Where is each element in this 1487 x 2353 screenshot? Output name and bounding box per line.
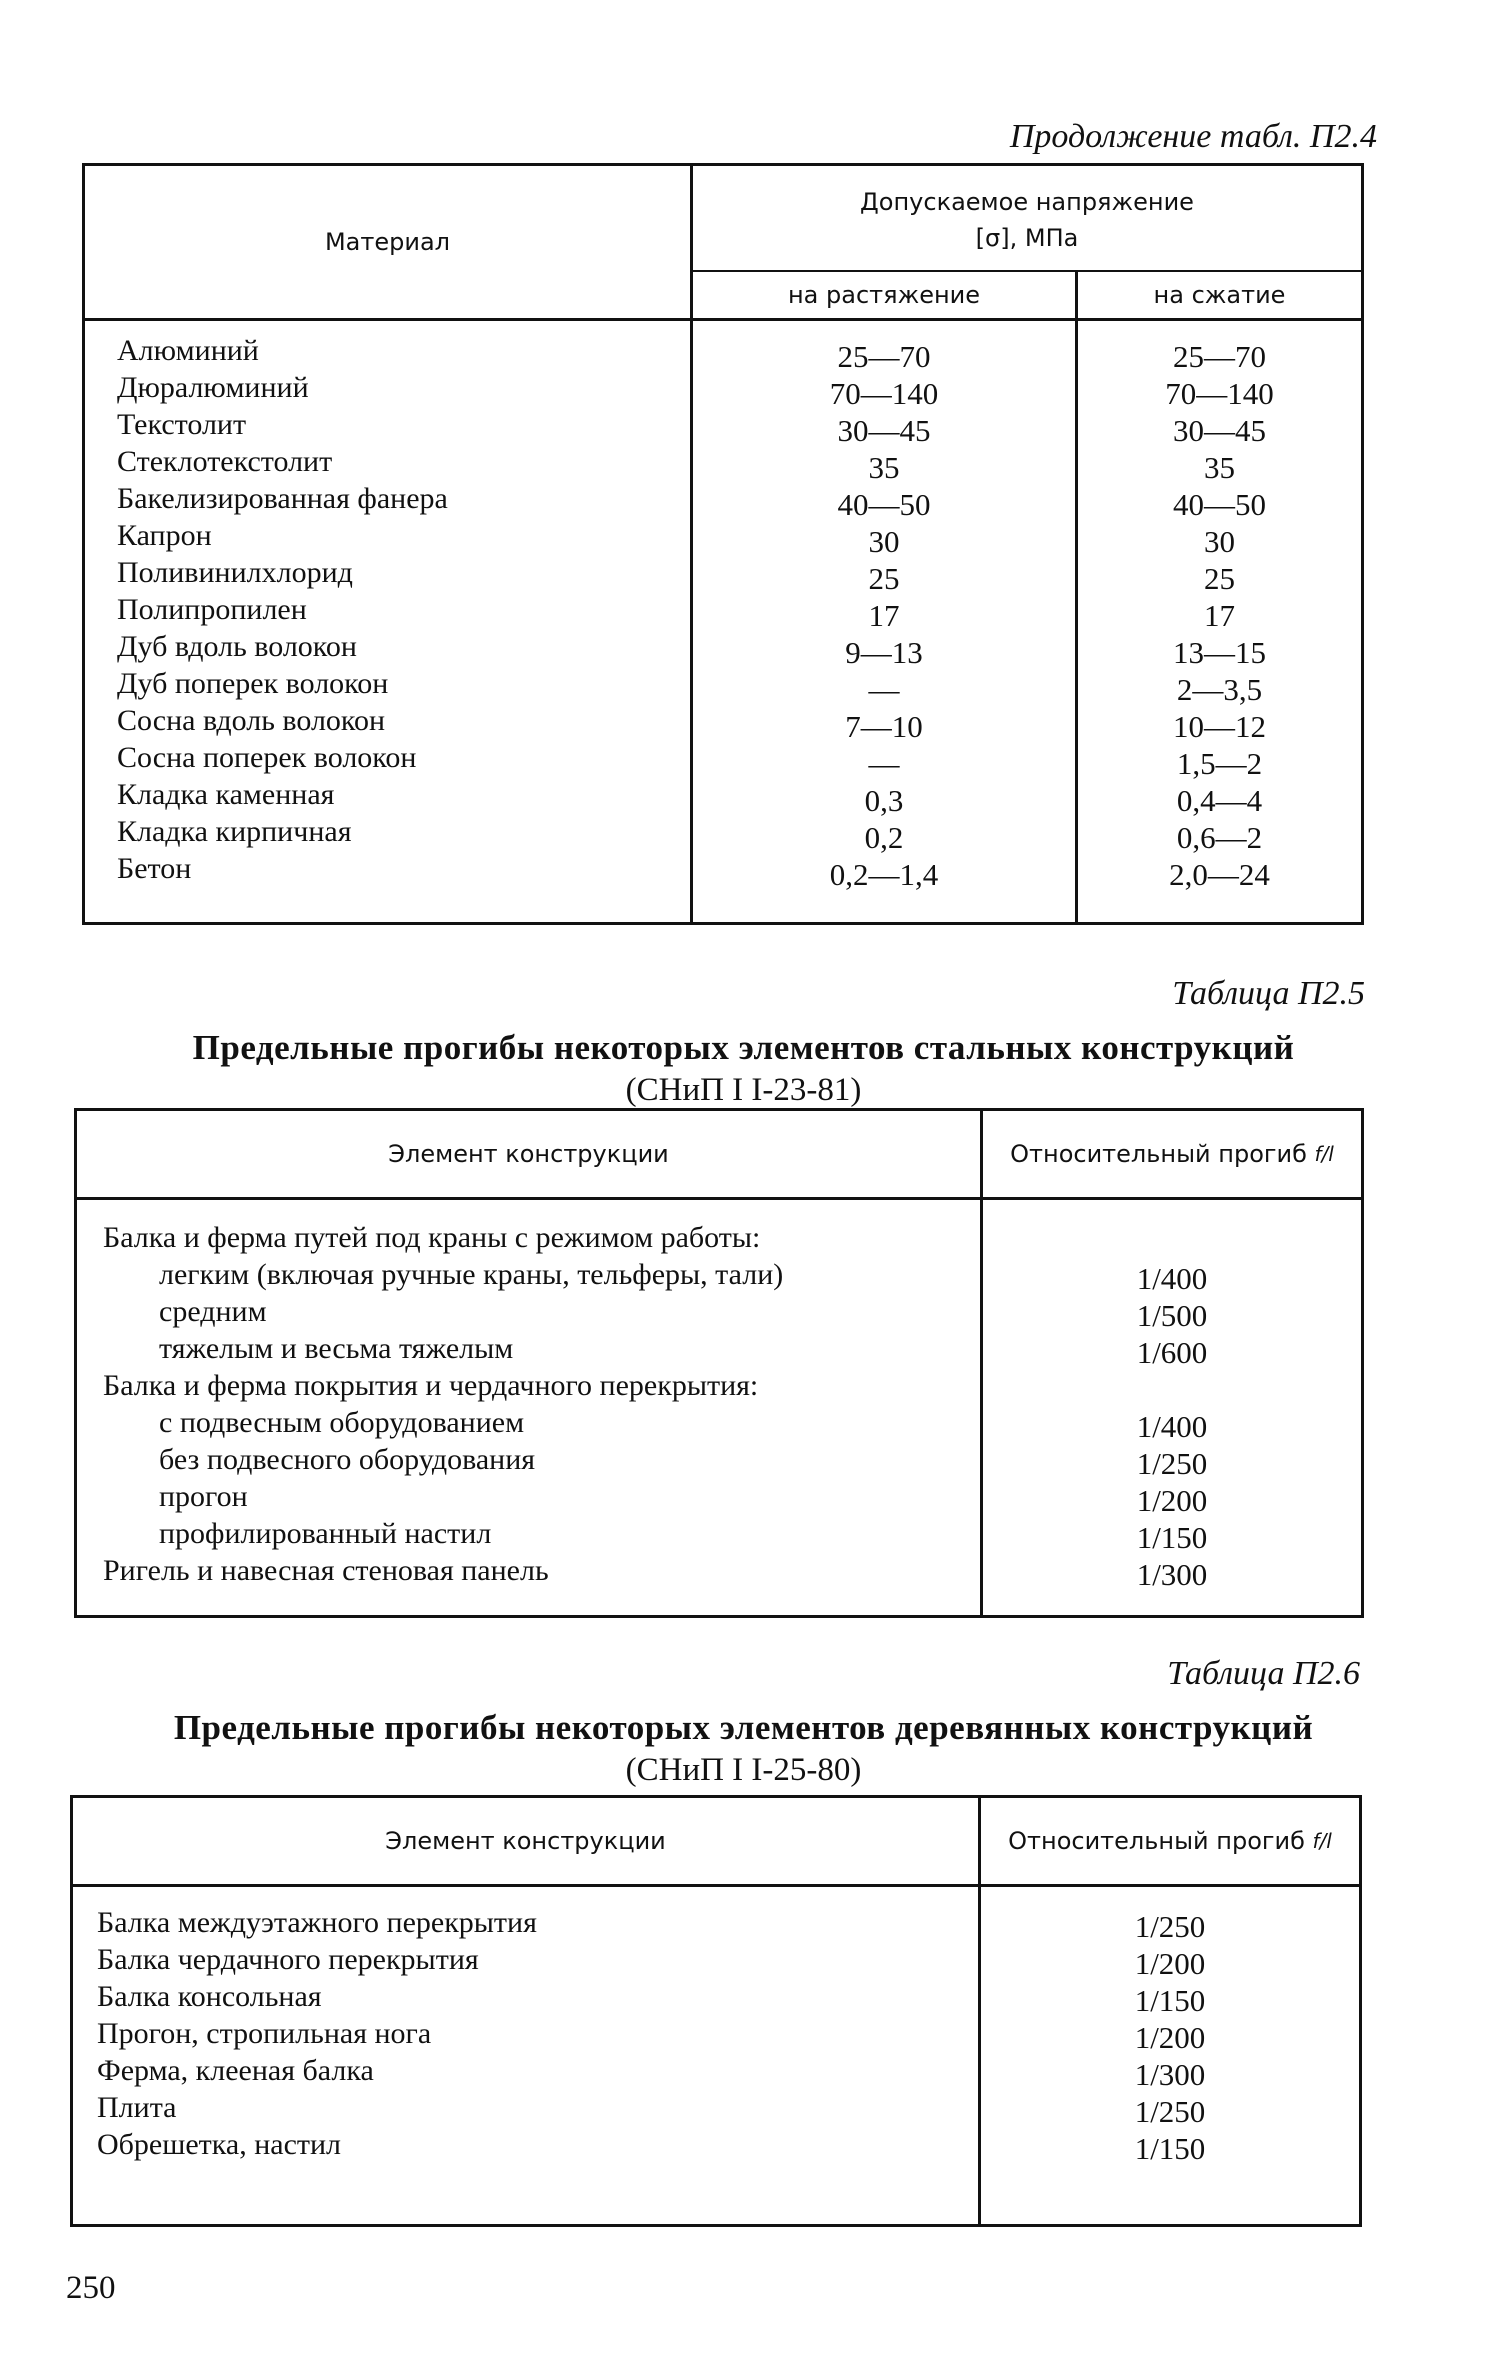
- material-cell: Дюралюминий: [117, 371, 309, 404]
- element-cell: Балка консольная: [97, 1980, 322, 2013]
- deflection-cell: 1/600: [1136, 1335, 1208, 1370]
- tension-cell: —: [868, 746, 900, 781]
- compression-cell: 17: [1204, 598, 1235, 633]
- table-p2-5-title-block: [0, 1028, 1487, 1109]
- compression-cell: 1,5—2: [1176, 746, 1263, 781]
- tension-cell: 40—50: [837, 487, 931, 522]
- compression-header: на сжатие: [1153, 281, 1286, 309]
- deflection-cell: 1/200: [1134, 1946, 1206, 1981]
- compression-cell: 70—140: [1165, 376, 1274, 411]
- material-cell: Стеклотекстолит: [117, 445, 333, 478]
- deflection-cell: 1/150: [1136, 1520, 1208, 1555]
- deflection-cell: 1/250: [1134, 1909, 1206, 1944]
- deflection-cell: 1/200: [1134, 2020, 1206, 2055]
- deflection-cell: 1/150: [1134, 1983, 1206, 2018]
- table-p2-6: [70, 1795, 1362, 2227]
- deflection-header: [981, 1798, 1359, 1884]
- material-cell: Капрон: [117, 519, 212, 552]
- material-header: Материал: [324, 228, 451, 256]
- material-cell: Текстолит: [117, 408, 247, 441]
- deflection-cell: [983, 1223, 1361, 1260]
- element-cell: Ригель и навесная стеновая панель: [103, 1554, 549, 1587]
- element-column: [103, 1219, 783, 1589]
- material-cell: Кладка кирпичная: [117, 815, 352, 848]
- tension-cell: 70—140: [829, 376, 939, 411]
- element-cell: без подвесного оборудования: [159, 1443, 536, 1476]
- element-cell: Балка междуэтажного перекрытия: [97, 1906, 537, 1939]
- compression-cell: 25—70: [1173, 339, 1266, 374]
- table-p2-5-subtitle: (СНиП I I-23-81): [625, 1072, 862, 1108]
- material-cell: Сосна поперек волокон: [117, 741, 417, 774]
- tension-cell: 30: [868, 524, 900, 559]
- compression-cell: 35: [1204, 450, 1235, 485]
- tension-cell: 0,3: [864, 783, 904, 818]
- table-p2-6-title-block: [0, 1708, 1487, 1789]
- table-p2-6-caption: Таблица П2.6: [1167, 1655, 1360, 1692]
- compression-cell: 30: [1204, 524, 1235, 559]
- tension-cell: —: [868, 672, 900, 707]
- tension-cell: 25—70: [837, 339, 931, 374]
- compression-cell: 13—15: [1173, 635, 1266, 670]
- deflection-cell: 1/400: [1136, 1261, 1208, 1296]
- tension-cell: 25: [868, 561, 900, 596]
- deflection-cell: 1/300: [1136, 1557, 1208, 1592]
- table-p2-5-caption: Таблица П2.5: [1172, 975, 1365, 1012]
- element-cell: легким (включая ручные краны, тельферы, тали): [159, 1258, 784, 1291]
- element-header: Элемент конструкции: [388, 1140, 669, 1168]
- deflection-cell: [983, 1371, 1361, 1408]
- tension-header: на растяжение: [787, 281, 981, 309]
- deflection-header: [983, 1111, 1361, 1197]
- deflection-column: [983, 1223, 1361, 1593]
- table-p2-4: [82, 163, 1364, 925]
- material-cell: Полипропилен: [117, 593, 307, 626]
- material-cell: Поливинилхлорид: [117, 556, 353, 589]
- element-header: Элемент конструкции: [385, 1827, 666, 1855]
- material-cell: Дуб поперек волокон: [117, 667, 389, 700]
- deflection-symbol: f/l: [1314, 1142, 1334, 1166]
- compression-cell: 10—12: [1173, 709, 1266, 744]
- element-cell: Балка и ферма путей под краны с режимом работы:: [103, 1221, 761, 1254]
- table-p2-4-caption: Продолжение табл. П2.4: [1009, 118, 1377, 155]
- material-cell: Алюминий: [117, 334, 259, 367]
- stress-header-line2: [σ], МПа: [975, 224, 1079, 252]
- deflection-cell: 1/250: [1136, 1446, 1208, 1481]
- material-cell: Бетон: [117, 852, 192, 885]
- element-cell: Прогон, стропильная нога: [97, 2017, 432, 2050]
- table-p2-5: [74, 1108, 1364, 1618]
- compression-cell: 30—45: [1173, 413, 1266, 448]
- element-cell: прогон: [159, 1480, 248, 1513]
- tension-cell: 35: [868, 450, 900, 485]
- stress-header: [693, 174, 1361, 266]
- compression-cell: 2,0—24: [1169, 857, 1270, 892]
- compression-cell: 25: [1204, 561, 1235, 596]
- table-p2-6-subtitle: (СНиП I I-25-80): [625, 1752, 862, 1788]
- tension-cell: 7—10: [845, 709, 923, 744]
- deflection-cell: 1/400: [1136, 1409, 1208, 1444]
- table-p2-5-title: Предельные прогибы некоторых элементов стальных конструкций: [192, 1028, 1295, 1067]
- tension-column: [693, 338, 1075, 893]
- element-cell: с подвесным оборудованием: [159, 1406, 525, 1439]
- deflection-cell: 1/200: [1136, 1483, 1208, 1518]
- compression-cell: 2—3,5: [1176, 672, 1263, 707]
- element-cell: Балка и ферма покрытия и чердачного перекрытия:: [103, 1369, 759, 1402]
- deflection-symbol: f/l: [1312, 1829, 1332, 1853]
- stress-header-line1: Допускаемое напряжение: [860, 188, 1194, 216]
- deflection-header-label: Относительный прогиб: [1010, 1140, 1307, 1168]
- tension-cell: 17: [868, 598, 900, 633]
- compression-cell: 0,6—2: [1176, 820, 1263, 855]
- compression-cell: 40—50: [1173, 487, 1266, 522]
- deflection-header-label: Относительный прогиб: [1008, 1827, 1305, 1855]
- element-column: [97, 1904, 537, 2163]
- deflection-column: [981, 1908, 1359, 2167]
- element-cell: профилированный настил: [159, 1517, 492, 1550]
- material-cell: Кладка каменная: [117, 778, 335, 811]
- element-cell: Балка чердачного перекрытия: [97, 1943, 479, 1976]
- deflection-cell: 1/300: [1134, 2057, 1206, 2092]
- compression-column: [1078, 338, 1361, 893]
- deflection-cell: 1/500: [1136, 1298, 1208, 1333]
- material-cell: Сосна вдоль волокон: [117, 704, 386, 737]
- tension-cell: 30—45: [837, 413, 931, 448]
- compression-cell: 0,4—4: [1176, 783, 1263, 818]
- element-cell: Плита: [97, 2091, 177, 2124]
- table-p2-6-title: Предельные прогибы некоторых элементов деревянных конструкций: [173, 1708, 1314, 1747]
- material-cell: Бакелизированная фанера: [117, 482, 448, 515]
- material-column: [117, 332, 448, 887]
- tension-cell: 0,2—1,4: [829, 857, 939, 892]
- element-cell: тяжелым и весьма тяжелым: [159, 1332, 514, 1365]
- element-cell: средним: [159, 1295, 267, 1328]
- element-cell: Ферма, клееная балка: [97, 2054, 374, 2087]
- material-cell: Дуб вдоль волокон: [117, 630, 357, 663]
- deflection-cell: 1/250: [1134, 2094, 1206, 2129]
- tension-cell: 0,2: [864, 820, 904, 855]
- deflection-cell: 1/150: [1134, 2131, 1206, 2166]
- element-cell: Обрешетка, настил: [97, 2128, 342, 2161]
- tension-cell: 9—13: [845, 635, 923, 670]
- page-number: 250: [66, 2270, 116, 2306]
